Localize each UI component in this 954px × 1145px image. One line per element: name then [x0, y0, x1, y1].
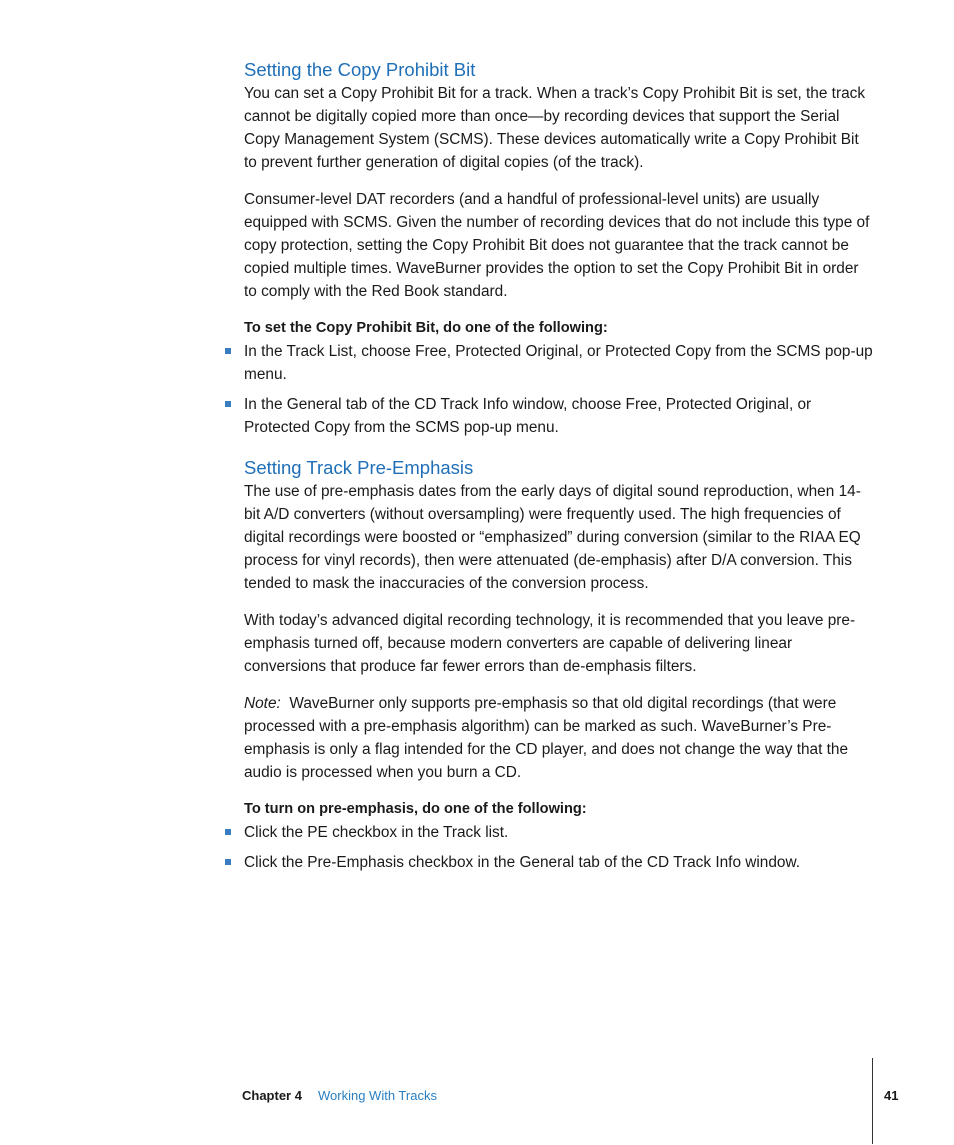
- paragraph-pre-emphasis-history: The use of pre-emphasis dates from the early days of digital sound reproduction, when 14-bit A/D converters (without oversampling) were frequently used. The high frequencies of digital recordings were boosted or “emphasized” during conversion (similar to the RIAA EQ process for vinyl records), then were attenuated (de-emphasis) after D/A conversion. This tended to mask the inaccuracies of the conversion process.: [244, 483, 861, 592]
- paragraph-copy-prohibit-scms: Consumer-level DAT recorders (and a handful of professional-level units) are usually equipped with SCMS. Given the number of recording devices that do not include this type of copy protection, setting the Copy Prohibit Bit does not guarantee that the track cannot be copied multiple times. WaveBurner provides the option to set the Copy Prohibit Bit in order to comply with the Red Book standard.: [244, 191, 870, 300]
- task-heading-copy-prohibit: To set the Copy Prohibit Bit, do one of the following:: [244, 320, 608, 336]
- list-item: [244, 821, 874, 844]
- section-heading-pre-emphasis: Setting Track Pre-Emphasis: [244, 457, 474, 478]
- note-paragraph: [244, 692, 874, 784]
- paragraph-pre-emphasis-today: With today’s advanced digital recording technology, it is recommended that you leave pre-emphasis turned off, because modern converters are capable of delivering linear conversions that produce far fewer errors than de-emphasis filters.: [244, 612, 856, 675]
- footer-chapter-title: Working With Tracks: [318, 1088, 437, 1103]
- list-item: [244, 340, 874, 386]
- list-item-text: Click the Pre-Emphasis checkbox in the General tab of the CD Track Info window.: [244, 854, 801, 871]
- section-heading-copy-prohibit: Setting the Copy Prohibit Bit: [244, 59, 476, 80]
- square-bullet-icon: [225, 859, 231, 865]
- note-label: Note:: [244, 695, 281, 712]
- note-text: WaveBurner only supports pre-emphasis so that old digital recordings (that were processed with a pre-emphasis algorithm) can be marked as such. WaveBurner’s Pre-emphasis is only a flag intended for the CD player, and does not change the way that the audio is processed when you burn a CD.: [244, 695, 849, 781]
- list-item: [244, 393, 874, 439]
- list-item: [244, 851, 874, 874]
- paragraph-copy-prohibit-intro: You can set a Copy Prohibit Bit for a track. When a track’s Copy Prohibit Bit is set, the track cannot be digitally copied more than once—by recording devices that support the Serial Copy Management System (SCMS). These devices automatically write a Copy Prohibit Bit to prevent further generation of digital copies (of the track).: [244, 85, 866, 171]
- square-bullet-icon: [225, 348, 231, 354]
- footer-chapter-label: Chapter 4: [242, 1088, 302, 1103]
- page-footer: [0, 1088, 954, 1108]
- bullet-list-copy-prohibit: [244, 340, 874, 439]
- task-heading-pre-emphasis: To turn on pre-emphasis, do one of the following:: [244, 801, 587, 817]
- bullet-list-pre-emphasis: [244, 821, 874, 874]
- page-number: 41: [884, 1088, 899, 1103]
- square-bullet-icon: [225, 829, 231, 835]
- page-content: [244, 58, 874, 874]
- list-item-text: In the General tab of the CD Track Info window, choose Free, Protected Original, or Protected Copy from the SCMS pop-up menu.: [244, 396, 812, 436]
- list-item-text: In the Track List, choose Free, Protected Original, or Protected Copy from the SCMS pop-up menu.: [244, 343, 873, 383]
- list-item-text: Click the PE checkbox in the Track list.: [244, 824, 509, 841]
- square-bullet-icon: [225, 401, 231, 407]
